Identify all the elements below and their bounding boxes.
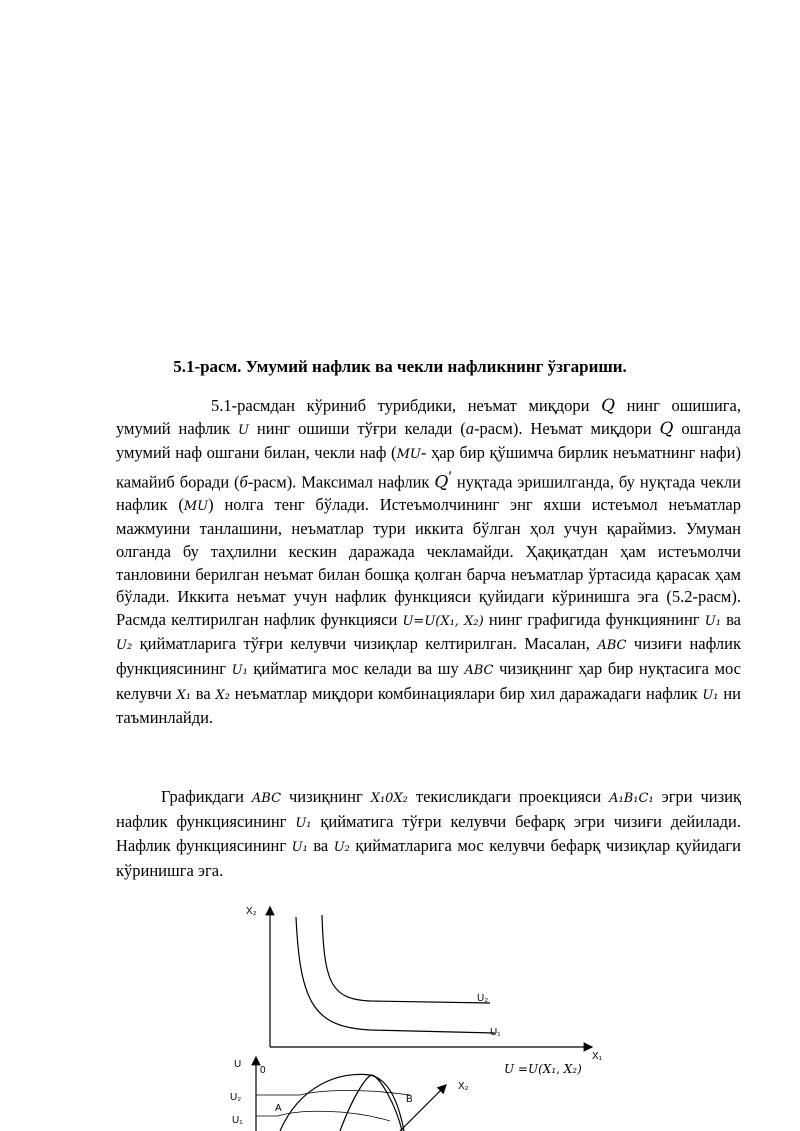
math-x1: X₁: [176, 687, 191, 703]
indifference-curve-u1: [296, 917, 495, 1033]
upper-y-axis-label: X₂: [246, 906, 257, 917]
point-a-label: A: [275, 1103, 282, 1114]
curve-u2-label: U₂: [477, 993, 489, 1004]
utility-function-label: U =U(X₁, X₂): [504, 1062, 582, 1076]
x2-axis-label: X₂: [458, 1081, 469, 1092]
math-u1: U₁: [231, 663, 248, 679]
upper-x-axis-label: X₁: [592, 1051, 603, 1062]
math-u1: U₁: [702, 687, 719, 703]
math-x2: X₂: [215, 687, 230, 703]
math-a1b1c1: A₁B₁C₁: [609, 791, 654, 806]
math-abc: ABC: [251, 791, 282, 806]
math-mu: MU: [183, 498, 209, 514]
lower-u1-label: U₁: [232, 1115, 243, 1126]
math-abc: ABC: [464, 663, 494, 679]
math-u2: U₂: [116, 638, 133, 654]
math-u: U: [238, 422, 249, 438]
utility-surface-curve: [280, 1074, 404, 1131]
paragraph-1: 5.1-расмдан кўриниб турибдики, неъмат миқдори Q нинг ошишига, умумий нафлик U нинг ошиши тўғри келади (а-расм). Неъмат миқдори Q ошганда умумий наф ошгани билан, чекли наф (MU- ҳар бир қўшимча бирлик неъматнинг нафи) камайиб боради (б-расм). Максимал нафлик $Q^ˈ$ нуқтада эришилганда, бу нуқтада чекли нафлик (MU) нолга тенг бўлади. Истеъмолчининг энг яхши истеъмол неъматлар мажмуини танлашини, неъматлар тури иккита бўлган ҳол учун қараймиз. Умуман олганда бу таҳлилни кескин даражада чекламайди. Ҳақиқатдан ҳам истеъмолчи танловини берилган неъмат билан бошқа қолган барча неъматлар ўртасида қарасак ҳам бўлади. Иккита неъмат учун нафлик функцияси қуйидаги кўринишга эга (5.2-расм). Расмда келтирилган нафлик функцияси U=U(X₁, X₂) нинг графигида функциянинг U₁ ва U₂ қийматларига тўғри келувчи чизиқлар келтирилган. Масалан, ABC чизиғи нафлик функциясининг U₁ қийматига мос келади ва шу ABC чизиқнинг ҳар бир нуқтасига мос келувчи X₁ ва X₂ неъматлар миқдори комбинациялари бир хил даражадаги нафлик U₁ ни таъминлайди.: [116, 396, 742, 728]
math-plane: X₁0X₂: [370, 791, 408, 806]
math-u1: U₁: [291, 840, 308, 856]
curve-u1-label: U₁: [490, 1027, 501, 1038]
math-abc: ABC: [597, 638, 627, 654]
math-q: Q: [601, 396, 615, 416]
lower-y-axis-label: U: [234, 1059, 242, 1070]
lower-x2-axis: [400, 1085, 446, 1131]
math-u1: U₁: [295, 815, 312, 831]
point-b-label: B: [406, 1094, 413, 1105]
math-u1: U₁: [704, 613, 721, 629]
math-mu: MU: [396, 447, 421, 463]
paragraph-2: Графикдаги ABC чизиқнинг X₁0X₂ текисликдаги проекцияси A₁B₁C₁ эгри чизиқ нафлик функциясининг U₁ қийматига тўғри келувчи бефарқ эгри чизиғи дейилади. Нафлик функциясининг U₁ ва U₂ қийматларига мос келувчи бефарқ чизиқлар қуйидаги кўринишга эга.: [116, 787, 741, 880]
indifference-curves-figure: [220, 895, 630, 1131]
origin-label: 0: [260, 1065, 266, 1076]
indifference-curve-u2: [322, 915, 490, 1003]
lower-u2-label: U₂: [230, 1092, 242, 1103]
math-q-star: Q: [434, 472, 449, 493]
math-q: Q: [659, 418, 674, 439]
math-utility-function: U=U(X₁, X₂): [402, 613, 484, 629]
utility-surface-curve: [340, 1075, 402, 1131]
math-u2: U₂: [333, 840, 350, 856]
figure-caption: 5.1-расм. Умумий нафлик ва чекли нафликнинг ўзгариши.: [173, 357, 627, 376]
